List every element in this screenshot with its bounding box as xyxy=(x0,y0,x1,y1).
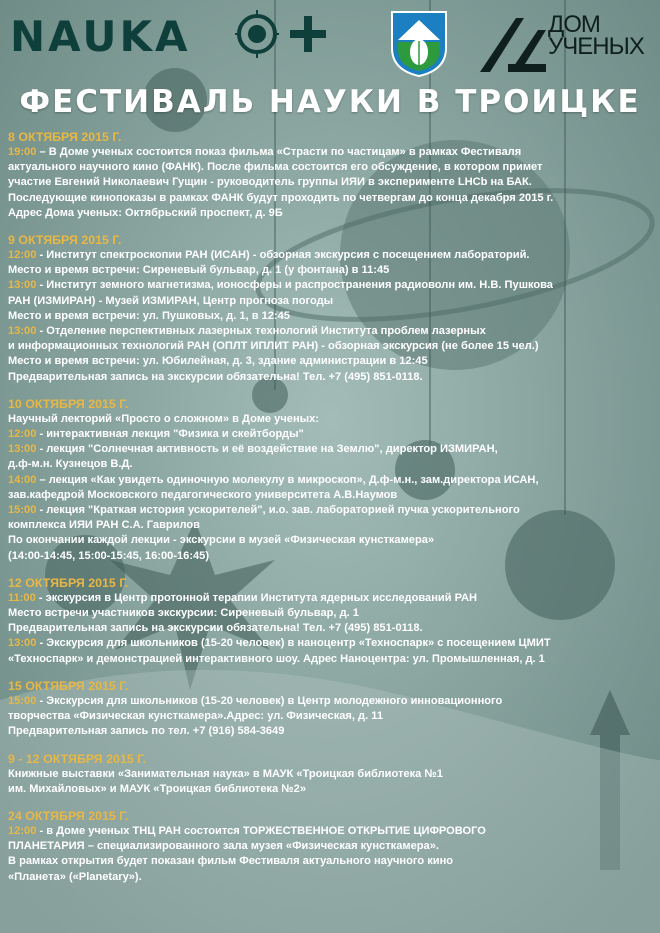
event-text: – В Доме ученых состоится показ фильма «Страсти по частицам» в рамках Фестиваля xyxy=(36,146,522,158)
event-line xyxy=(8,427,656,442)
event-line xyxy=(8,473,656,488)
event-text: Последующие кинопоказы в рамках ФАНК будут проходить по четвергам до конца декабря 2015 г. xyxy=(8,191,554,204)
schedule xyxy=(8,129,656,885)
event-text: Книжные выставки «Занимательная наука» в МАУК «Троицкая библиотека №1 xyxy=(8,767,443,780)
event-line xyxy=(8,549,656,564)
event-line xyxy=(8,518,656,533)
event-text: Место и время встречи: Сиреневый бульвар, д. 1 (у фонтана) в 11:45 xyxy=(8,264,390,277)
schedule-section xyxy=(8,575,656,667)
event-time: 13:00 xyxy=(8,443,37,456)
event-line xyxy=(8,354,656,369)
event-text: Место и время встречи: ул. Пушковых, д. 1, в 12:45 xyxy=(8,309,290,322)
event-text: - Экскурсия для школьников (15-20 человек) в наноцентр «Техноспарк» с посещением ЦМИТ xyxy=(36,637,551,650)
event-time: 15:00 xyxy=(8,504,37,517)
event-line xyxy=(8,606,656,621)
event-text: - Институт земного магнетизма, ионосферы и распространения радиоволн им. Н.В. Пушкова xyxy=(36,279,553,292)
event-text: Предварительная запись по тел. +7 (916) 584-3649 xyxy=(8,725,285,738)
schedule-section xyxy=(8,751,656,797)
event-line xyxy=(8,370,656,385)
event-text: комплекса ИЯИ РАН С.А. Гаврилов xyxy=(8,519,201,532)
event-line xyxy=(8,206,656,221)
schedule-section xyxy=(8,808,656,885)
schedule-section xyxy=(8,232,656,385)
event-text: - лекция "Краткая история ускорителей", и.о. зав. лабораторией пучка ускорительного xyxy=(36,504,520,517)
event-text: - в Доме ученых ТНЦ РАН состоится ТОРЖЕСТВЕННОЕ ОТКРЫТИЕ ЦИФРОВОГО xyxy=(36,824,486,837)
event-text: - Отделение перспективных лазерных технологий Института проблем лазерных xyxy=(36,325,486,338)
event-text: - экскурсия в Центр протонной терапии Института ядерных исследований РАН xyxy=(35,591,478,604)
page-title: ФЕСТИВАЛЬ НАУКИ В ТРОИЦКЕ xyxy=(19,84,641,120)
event-line xyxy=(8,278,656,293)
troitsk-coat-of-arms-icon xyxy=(388,8,450,78)
event-line xyxy=(8,442,656,457)
event-text: - лекция "Солнечная активность и её воздействие на Землю", директор ИЗМИРАН, xyxy=(36,443,498,456)
event-text: д.ф-м.н. Кузнецов В.Д. xyxy=(8,458,133,471)
event-line xyxy=(8,457,656,472)
event-time: 13:00 xyxy=(8,279,37,292)
event-text: – лекция «Как увидеть одиночную молекулу в микроскоп», Д.ф-м.н., зам.директора ИСАН, xyxy=(36,473,539,486)
event-time: 12:00 xyxy=(8,249,37,262)
event-line xyxy=(8,854,656,869)
event-time: 12:00 xyxy=(8,824,37,837)
section-date: 12 ОКТЯБРЯ 2015 Г. xyxy=(8,575,129,590)
event-text: ПЛАНЕТАРИЯ – специализированного зала музея «Физическая кунсткамера». xyxy=(8,840,439,853)
event-text: - Экскурсия для школьников (15-20 человек) в Центр молодежного инновационного xyxy=(36,694,503,707)
event-text: участие Евгений Николаевич Гущин - руководитель группы ИЯИ в эксперименте LHCb на БАК. xyxy=(8,176,532,189)
section-date: 10 ОКТЯБРЯ 2015 Г. xyxy=(8,396,129,411)
event-text: (14:00-14:45, 15:00-15:45, 16:00-16:45) xyxy=(8,549,210,562)
schedule-section xyxy=(8,396,656,564)
section-date: 8 ОКТЯБРЯ 2015 Г. xyxy=(8,130,122,144)
event-text: Научный лекторий «Просто о сложном» в Доме ученых: xyxy=(8,412,319,425)
event-text: зав.кафедрой Московского педагогического университета А.В.Наумов xyxy=(8,488,398,501)
event-time: 11:00 xyxy=(8,591,36,604)
dom-logo-line1: ДОМ xyxy=(548,11,600,38)
event-line xyxy=(8,709,656,724)
event-text: - Институт спектроскопии РАН (ИСАН) - обзорная экскурсия с посещением лабораторий. xyxy=(36,249,530,262)
event-line xyxy=(8,175,656,190)
event-line xyxy=(8,533,656,548)
event-text: Место встречи участников экскурсии: Сиреневый бульвар, д. 1 xyxy=(8,607,359,620)
event-line xyxy=(8,324,656,339)
event-line xyxy=(8,248,656,263)
dom-logo-line2: УЧЕНЫХ xyxy=(548,33,644,60)
section-date: 24 ОКТЯБРЯ 2015 Г. xyxy=(8,808,129,823)
nauka-plus-icon xyxy=(235,10,330,60)
event-line xyxy=(8,591,656,606)
section-date: 9 - 12 ОКТЯБРЯ 2015 Г. xyxy=(8,751,147,766)
event-line xyxy=(8,839,656,854)
event-line xyxy=(8,160,656,175)
event-time: 12:00 xyxy=(8,428,37,441)
section-date: 15 ОКТЯБРЯ 2015 Г. xyxy=(8,678,129,693)
event-text: Предварительная запись на экскурсии обязательна! Тел. +7 (495) 851-0118. xyxy=(8,622,423,635)
event-line xyxy=(8,767,656,782)
event-text: «Техноспарк» и демонстрацией интерактивного шоу. Адрес Наноцентра: ул. Промышленная, д. 1 xyxy=(8,652,545,665)
event-text: В рамках открытия будет показан фильм Фестиваля актуального научного кино xyxy=(8,855,454,868)
event-line xyxy=(8,621,656,636)
event-line xyxy=(8,412,656,427)
nauka-logo: NAUKA xyxy=(10,12,191,61)
event-text: творчества «Физическая кунсткамера».Адрес: ул. Физическая, д. 11 xyxy=(8,710,383,723)
dom-uchenykh-logo xyxy=(548,11,644,60)
event-time: 15:00 xyxy=(8,694,37,707)
event-line xyxy=(8,824,656,839)
event-line xyxy=(8,294,656,309)
event-text: РАН (ИЗМИРАН) - Музей ИЗМИРАН, Центр прогноза погоды xyxy=(8,294,334,307)
event-line xyxy=(8,309,656,324)
event-line xyxy=(8,652,656,667)
event-line xyxy=(8,263,656,278)
event-line xyxy=(8,503,656,518)
event-line xyxy=(8,145,656,160)
event-time: 14:00 xyxy=(8,473,37,486)
event-line xyxy=(8,636,656,651)
logo-bar xyxy=(0,0,660,90)
event-line xyxy=(8,724,656,739)
event-text: Место и время встречи: ул. Юбилейная, д. 3, здание администрации в 12:45 xyxy=(8,355,428,368)
event-text: «Планета» («Planetary»). xyxy=(8,870,142,883)
schedule-section xyxy=(8,129,656,221)
event-text: Адрес Дома ученых: Октябрьский проспект, д. 9Б xyxy=(8,206,283,219)
section-date: 9 ОКТЯБРЯ 2015 Г. xyxy=(8,233,122,248)
event-text: и информационных технологий РАН (ОПЛТ ИПЛИТ РАН) - обзорная экскурсия (не более 15 чел.) xyxy=(8,340,539,353)
event-text: актуального научного кино (ФАНК). После фильма состоится его обсуждение, в котором примет xyxy=(8,161,543,174)
event-text: - интерактивная лекция "Физика и скейтборды" xyxy=(36,428,304,441)
event-line xyxy=(8,191,656,206)
event-text: Предварительная запись на экскурсии обязательна! Тел. +7 (495) 851-0118. xyxy=(8,370,423,383)
event-line xyxy=(8,782,656,797)
event-text: По окончании каждой лекции - экскурсии в музей «Физическая кунсткамера» xyxy=(8,534,435,547)
event-line xyxy=(8,870,656,885)
event-line xyxy=(8,339,656,354)
event-line xyxy=(8,488,656,503)
event-line xyxy=(8,694,656,709)
event-time: 19:00 xyxy=(8,146,37,158)
event-time: 13:00 xyxy=(8,325,37,338)
event-text: им. Михайловых» и МАУК «Троицкая библиотека №2» xyxy=(8,782,307,795)
schedule-section xyxy=(8,678,656,740)
event-time: 13:00 xyxy=(8,637,37,650)
